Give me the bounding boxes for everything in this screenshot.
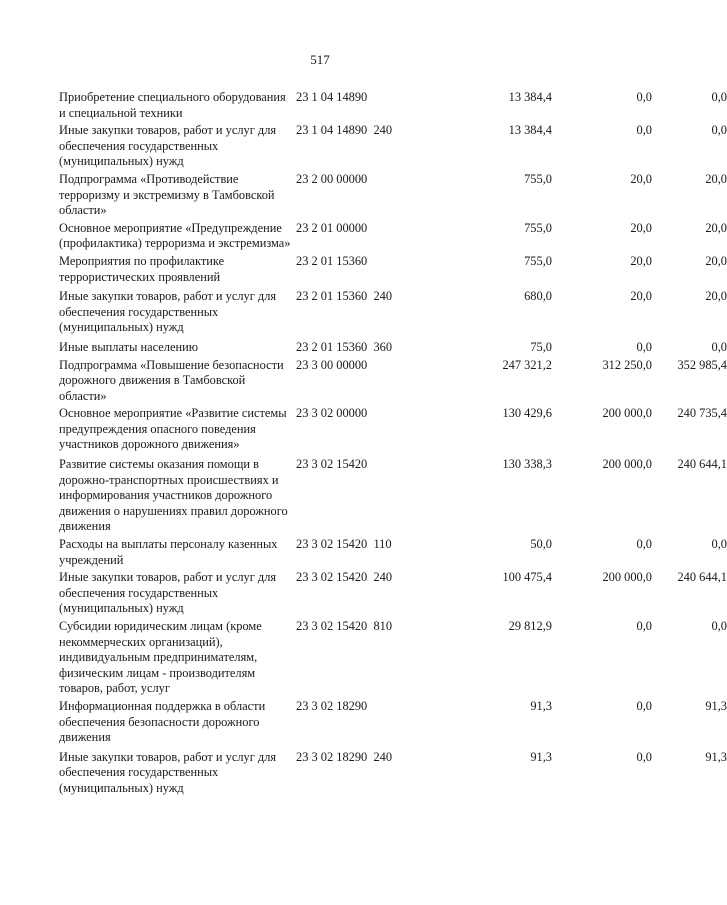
table-row (59, 171, 727, 219)
row-value-1: 29 812,9 (508, 619, 552, 633)
row-spacer (422, 340, 472, 356)
table-row (59, 357, 727, 405)
table-row (59, 123, 727, 170)
table-row (59, 253, 727, 285)
row-code: 23 2 01 15360 (296, 253, 368, 268)
row-value-3: 0,0 (711, 90, 727, 104)
row-value-2: 0,0 (636, 698, 652, 713)
row-value-2: 200 000,0 (602, 457, 652, 472)
row-code: 23 2 01 15360 240 (296, 289, 393, 304)
table-row (59, 698, 727, 746)
table-row (59, 619, 727, 697)
row-value-2: 0,0 (636, 619, 652, 633)
table-row (59, 90, 727, 121)
row-code: 23 3 00 00000 (296, 357, 368, 372)
row-value-1: 100 475,4 (502, 570, 552, 585)
row-value-1: 75,0 (530, 339, 552, 354)
row-name: Основное мероприятие «Развитие системы предупреждения опасного поведения участников дорожного движения» (59, 406, 287, 452)
row-name: Подпрограмма «Повышение безопасности дорожного движения в Тамбовской области» (59, 357, 284, 403)
row-spacer (422, 750, 472, 797)
row-name: Приобретение специального оборудования и специальной техники (59, 90, 286, 120)
row-name: Информационная поддержка в области обеспечения безопасности дорожного движения (59, 698, 266, 745)
row-spacer (422, 570, 472, 617)
row-value-3: 0,0 (711, 123, 727, 138)
row-value-2: 0,0 (636, 537, 652, 552)
row-spacer (422, 699, 472, 746)
row-name: Субсидии юридическим лицам (кроме некоммерческих организаций), индивидуальным предпринимателям, физическим лицам - производителям товаров, работ, услуг (59, 619, 262, 696)
row-value-2: 0,0 (636, 339, 652, 354)
row-spacer (422, 358, 472, 405)
table-row (59, 406, 727, 453)
row-name: Иные закупки товаров, работ и услуг для обеспечения государственных (муниципальных) нужд (59, 749, 277, 795)
row-spacer (422, 254, 472, 285)
row-code: 23 3 02 18290 (296, 698, 368, 713)
row-value-2: 0,0 (636, 123, 652, 138)
row-value-3: 0,0 (711, 339, 727, 354)
row-value-1: 755,0 (524, 253, 552, 268)
row-spacer (422, 172, 472, 219)
row-code: 23 3 02 00000 (296, 406, 368, 421)
row-spacer (422, 90, 472, 121)
row-name: Иные выплаты населению (59, 339, 198, 354)
row-value-1: 130 338,3 (502, 457, 552, 472)
row-value-3: 20,0 (705, 220, 727, 235)
row-value-3: 240 735,4 (677, 406, 727, 421)
row-value-1: 91,3 (530, 698, 552, 713)
table-row (59, 537, 727, 568)
row-value-3: 20,0 (705, 253, 727, 268)
row-value-3: 352 985,4 (677, 357, 727, 372)
row-value-1: 50,0 (530, 537, 552, 552)
page-number: 517 (310, 52, 330, 67)
table-row (59, 570, 727, 617)
row-value-2: 0,0 (636, 749, 652, 764)
table-row (59, 457, 727, 535)
row-value-3: 91,3 (705, 749, 727, 764)
row-value-2: 200 000,0 (602, 406, 652, 421)
row-value-1: 13 384,4 (508, 90, 552, 104)
row-value-2: 20,0 (630, 220, 652, 235)
row-name: Мероприятия по профилактике террористических проявлений (59, 253, 225, 284)
row-code: 23 3 02 15420 240 (296, 570, 393, 585)
row-value-3: 0,0 (711, 537, 727, 552)
row-value-2: 312 250,0 (602, 357, 652, 372)
table-row (59, 749, 727, 797)
row-value-1: 247 321,2 (502, 357, 552, 372)
row-name: Иные закупки товаров, работ и услуг для обеспечения государственных (муниципальных) нужд (59, 570, 277, 616)
row-name: Расходы на выплаты персоналу казенных учреждений (59, 537, 278, 567)
row-code: 23 1 04 14890 240 (296, 123, 393, 138)
row-spacer (422, 406, 472, 453)
row-value-2: 20,0 (630, 253, 652, 268)
row-code: 23 3 02 15420 (296, 457, 368, 472)
row-code: 23 3 02 18290 240 (296, 749, 393, 764)
row-value-3: 0,0 (711, 619, 727, 633)
row-code: 23 2 01 00000 (296, 220, 368, 235)
row-code: 23 1 04 14890 (296, 90, 368, 104)
row-value-3: 240 644,1 (677, 457, 727, 472)
table-row (59, 289, 727, 336)
row-code: 23 2 01 15360 360 (296, 339, 393, 354)
row-spacer (422, 221, 472, 252)
row-spacer (422, 537, 472, 568)
row-value-1: 680,0 (524, 289, 552, 304)
row-code: 23 2 00 00000 (296, 171, 368, 186)
row-value-2: 200 000,0 (602, 570, 652, 585)
row-spacer (422, 619, 472, 697)
row-value-1: 91,3 (530, 749, 552, 764)
table-row (59, 339, 727, 356)
row-spacer (422, 289, 472, 336)
row-name: Развитие системы оказания помощи в дорожно-транспортных происшествиях и информирования участников дорожного движения о нарушениях правил дорожного движения (59, 457, 288, 534)
row-value-1: 755,0 (524, 220, 552, 235)
row-value-2: 20,0 (630, 289, 652, 304)
row-spacer (422, 457, 472, 535)
row-name: Иные закупки товаров, работ и услуг для обеспечения государственных (муниципальных) нужд (59, 123, 277, 169)
table-row (59, 220, 727, 252)
row-name: Основное мероприятие «Предупреждение (профилактика) терроризма и экстремизма» (59, 220, 291, 251)
row-name: Подпрограмма «Противодействие терроризму и экстремизму в Тамбовской области» (59, 171, 275, 218)
row-value-3: 20,0 (705, 289, 727, 304)
row-value-1: 755,0 (524, 171, 552, 186)
row-value-3: 91,3 (705, 698, 727, 713)
row-value-2: 20,0 (630, 171, 652, 186)
row-name: Иные закупки товаров, работ и услуг для обеспечения государственных (муниципальных) нужд (59, 289, 277, 335)
row-spacer (422, 123, 472, 170)
budget-table (0, 90, 727, 801)
row-value-2: 0,0 (636, 90, 652, 104)
row-code: 23 3 02 15420 110 (296, 537, 392, 552)
row-value-1: 13 384,4 (508, 123, 552, 138)
row-value-1: 130 429,6 (502, 406, 552, 421)
row-value-3: 20,0 (705, 171, 727, 186)
row-code: 23 3 02 15420 810 (296, 619, 393, 633)
row-value-3: 240 644,1 (677, 570, 727, 585)
